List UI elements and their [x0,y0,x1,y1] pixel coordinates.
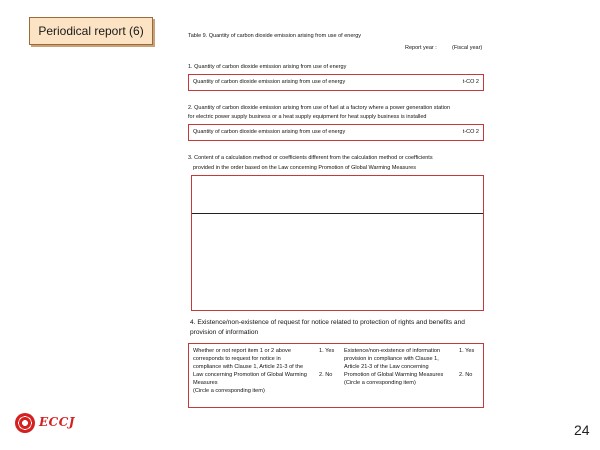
slide-title: Periodical report (6) [29,17,153,45]
section4-left-text [193,347,333,395]
section1-unit: t-CO 2 [462,79,479,85]
eccj-logo-icon [15,413,35,433]
section4-heading-line2: provision of information [190,328,259,336]
section1-row [188,74,484,91]
section4-table [188,343,484,408]
section4-right-yes-option[interactable]: 1. Yes [459,348,475,354]
table-title: Table 9. Quantity of carbon dioxide emission arising from use of energy [188,33,362,39]
fiscal-year-label: (Fiscal year) [452,45,483,51]
section2-heading-line2: for electric power supply business or a heat supply equipment for heat supply business is installed [188,114,427,120]
section3-content-box [191,175,484,311]
section4-right-line: Article 21-3 of the Law concerning [344,364,429,370]
section3-divider [192,213,483,214]
section1-heading: 1. Quantity of carbon dioxide emission arising from use of energy [188,64,347,70]
section3-heading-line2: provided in the order based on the Law concerning Promotion of Global Warming Measures [193,165,416,171]
section2-row [188,124,484,141]
eccj-logo-text: ECCJ [39,415,75,429]
section4-right-line: (Circle a corresponding item) [344,380,416,386]
section4-right-line: Existence/non-existence of information [344,348,441,354]
section4-right-text [344,347,454,387]
section4-right-no-option[interactable]: 2. No [459,372,473,378]
section4-left-line: Whether or not report item 1 or 2 above [193,348,291,354]
section4-left-line: compliance with Clause 1, Article 21-3 of the [193,364,304,370]
section2-unit: t-CO 2 [462,129,479,135]
section4-heading [190,318,490,337]
report-year-label: Report year : [405,45,437,51]
section4-left-line: Law concerning Promotion of Global Warming [193,372,307,378]
section2-heading-line1: 2. Quantity of carbon dioxide emission arising from use of fuel at a factory where a power generation station [188,105,451,111]
section4-right-line: Promotion of Global Warming Measures [344,372,444,378]
section4-heading-line1: 4. Existence/non-existence of request for notice related to protection of rights and benefits and [190,319,465,326]
section2-row-label: Quantity of carbon dioxide emission arising from use of energy [193,129,346,135]
section4-left-line: Measures [193,380,218,386]
section4-left-line: corresponds to request for notice in [193,356,281,362]
section4-right-line: provision in compliance with Clause 1, [344,356,439,362]
page-number: 24 [574,422,590,438]
section4-left-yes-option[interactable]: 1. Yes [319,348,335,354]
section1-row-label: Quantity of carbon dioxide emission arising from use of energy [193,79,346,85]
section3-heading-line1: 3. Content of a calculation method or coefficients different from the calculation method or coefficients [188,155,433,161]
section4-left-line: (Circle a corresponding item) [193,388,265,394]
section4-left-no-option[interactable]: 2. No [319,372,333,378]
